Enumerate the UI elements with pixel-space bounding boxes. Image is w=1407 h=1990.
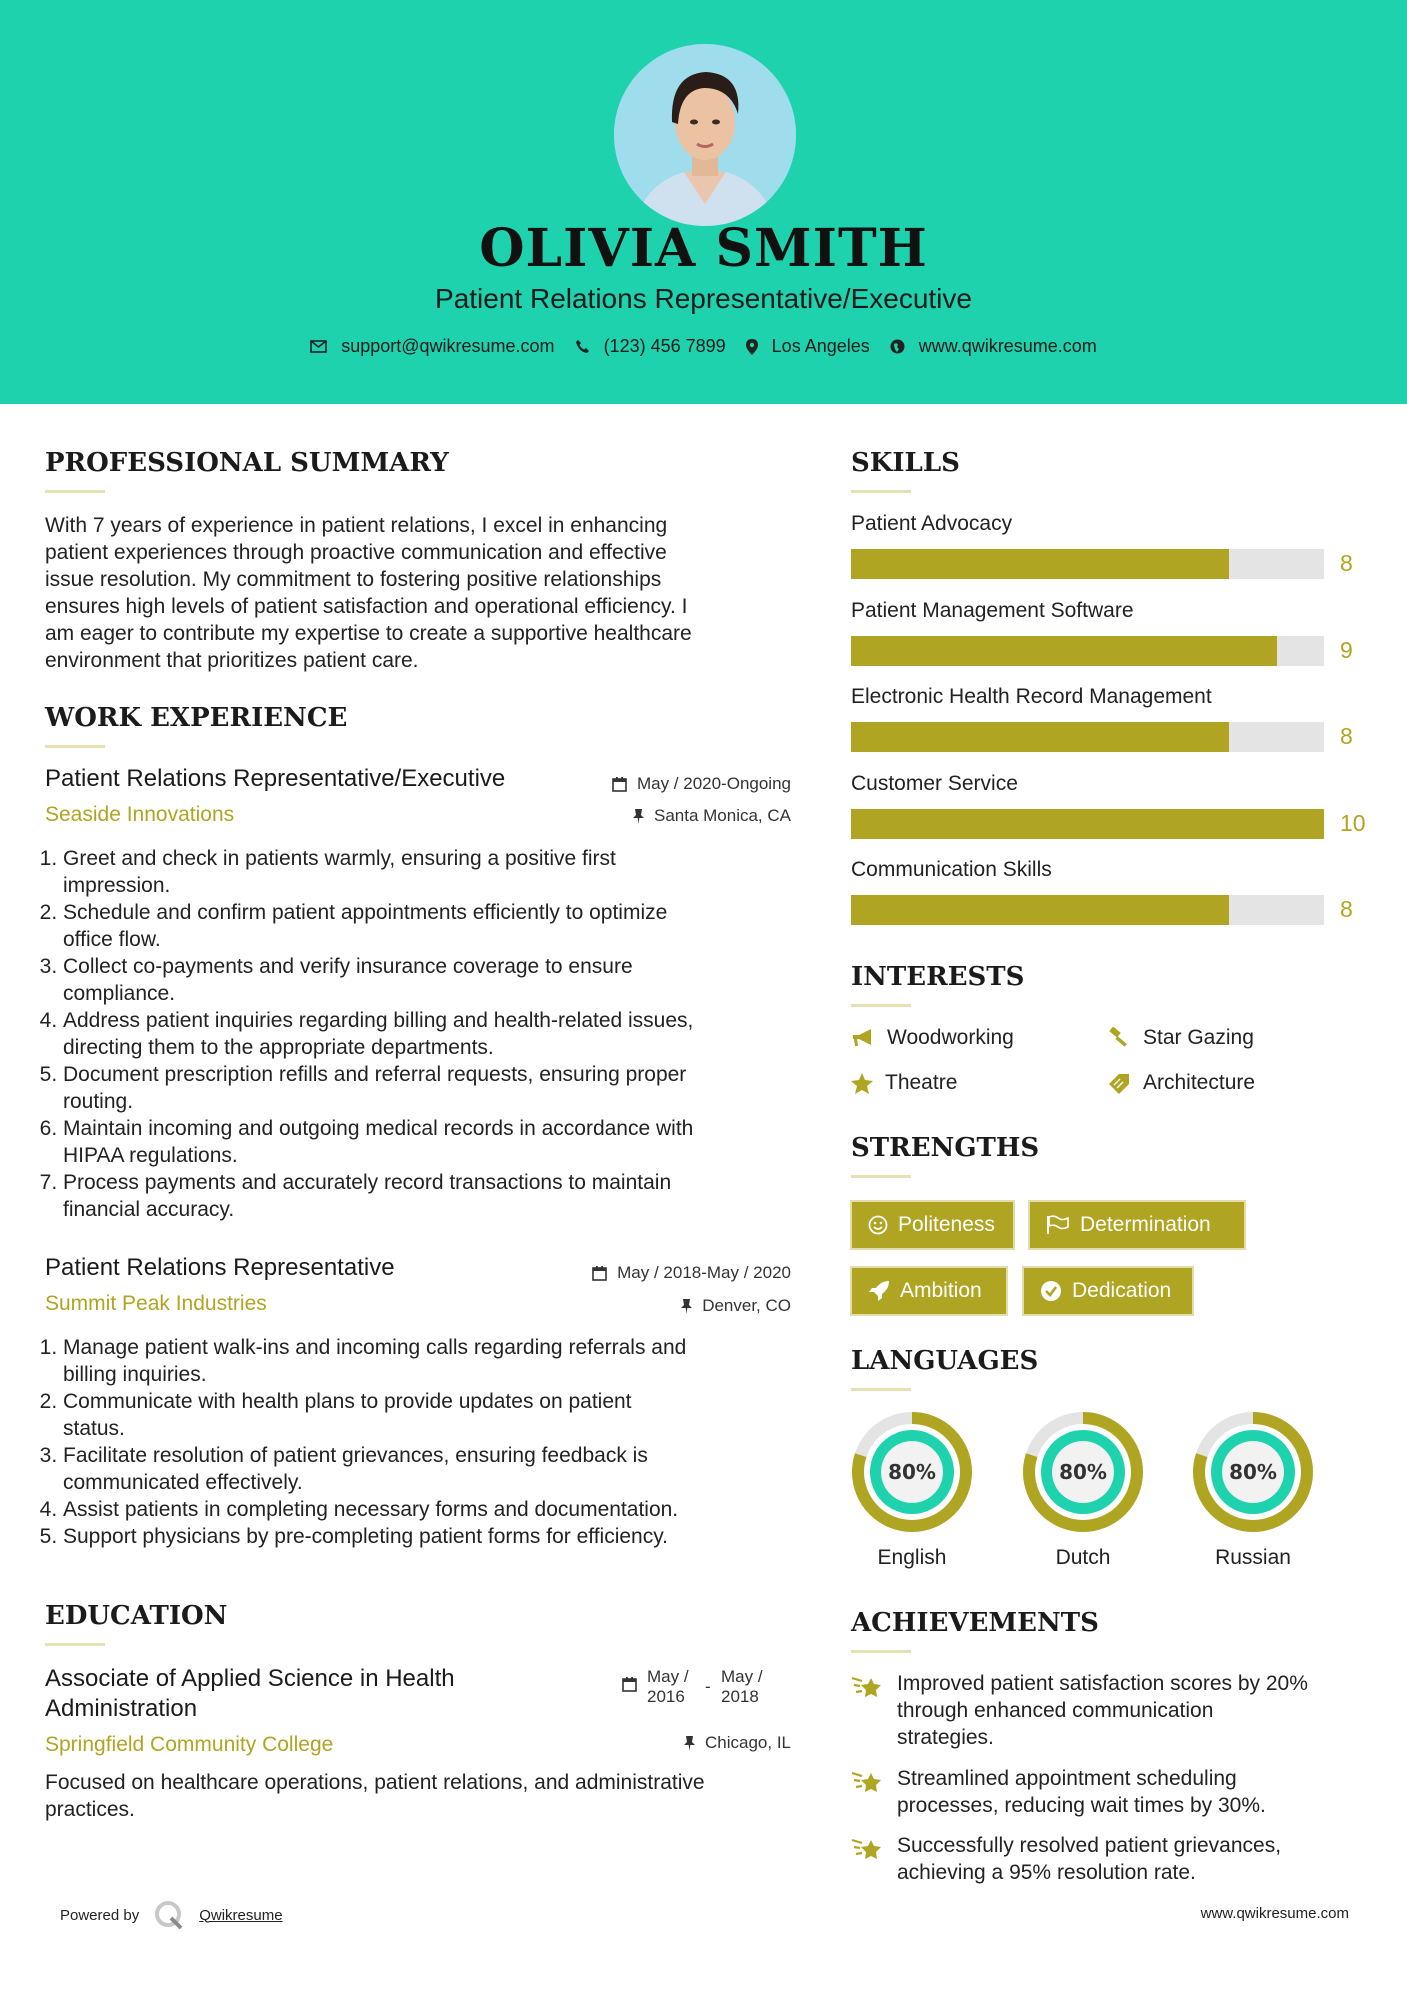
smile-icon [868,1215,888,1235]
achievements-heading: ACHIEVEMENTS [851,1608,1099,1638]
job-duties-list [45,845,815,1223]
summary-line: With 7 years of experience in patient relations, I excel in enhancing [45,514,668,537]
date-start: May / [647,1667,689,1686]
candidate-name: OLIVIA SMITH [479,218,928,279]
summary-line: am eager to contribute my expertise to create a supportive healthcare [45,622,692,645]
pushpin-icon [633,809,644,824]
map-pin-icon [746,339,758,355]
job-date-text: May / 2020-Ongoing [636,774,791,793]
list-item: 2. Schedule and confirm patient appointments efficiently to optimize office flow. [63,899,815,953]
summary-underline [45,490,105,493]
job-company: Summit Peak Industries [45,1292,267,1315]
list-item: 7. Process payments and accurately record transactions to maintain financial accuracy. [63,1169,815,1223]
language-name: English [877,1546,947,1569]
brand-link[interactable]: Qwikresume [199,1906,283,1924]
language-ring [1021,1410,1145,1534]
job-location-text: Denver, CO [702,1296,791,1315]
skill-label: Electronic Health Record Management [851,685,1212,708]
strengths-underline [851,1175,911,1178]
list-item: 2. Communicate with health plans to provide updates on patient status. [63,1388,815,1442]
interest-star-gazing [1107,1026,1254,1050]
education-underline [45,1643,105,1646]
interest-label: Theatre [885,1071,958,1094]
language-name: Dutch [1055,1546,1111,1569]
qwikresume-logo-icon [153,1900,185,1930]
achievement-line: Improved patient satisfaction scores by 20% [897,1672,1308,1695]
interest-label: Star Gazing [1143,1026,1254,1049]
profile-photo [614,44,796,226]
strength-ambition [850,1266,1008,1316]
achievement-line: strategies. [897,1726,994,1749]
achievements-underline [851,1650,911,1653]
job-title: Patient Relations Representative/Executive [45,765,506,792]
website-text: www.qwikresume.com [918,336,1097,356]
skill-value: 8 [1340,723,1353,749]
list-item: 5. Document prescription refills and referral requests, ensuring proper routing. [63,1061,815,1115]
contact-email[interactable] [310,336,554,357]
summary-text [45,512,805,674]
candidate-title: Patient Relations Representative/Executive [435,283,972,314]
skill-bar-fill [851,809,1324,839]
rocket-icon [868,1280,890,1302]
achievement-item [851,1765,1266,1819]
skill-bar-track [851,549,1324,579]
calendar-icon [622,1677,637,1692]
strength-determination [1028,1200,1246,1250]
summary-line: environment that prioritizes patient care. [45,649,419,672]
language-percent: 80% [888,1460,936,1484]
contact-website[interactable] [890,336,1097,357]
contact-bar [0,336,1407,357]
achievement-line: achieving a 95% resolution rate. [897,1861,1196,1884]
language-percent: 80% [1229,1460,1277,1484]
date-start-year: 2016 [647,1687,685,1706]
envelope-icon [310,340,327,353]
job-company: Seaside Innovations [45,803,235,826]
skill-label: Communication Skills [851,858,1052,881]
education-description [45,1769,815,1823]
list-item: 1. Greet and check in patients warmly, ensuring a positive first impression. [63,845,815,899]
strength-label: Determination [1080,1213,1211,1236]
degree-line: Associate of Applied Science in Health [45,1665,455,1692]
skill-value: 8 [1340,550,1353,576]
skills-heading: SKILLS [851,448,960,478]
calendar-icon [592,1266,607,1281]
pushpin-icon [681,1299,692,1314]
interests-heading: INTERESTS [851,962,1025,992]
list-item: 4. Assist patients in completing necessary forms and documentation. [63,1496,815,1523]
language-name: Russian [1215,1546,1291,1569]
language-ring [850,1410,974,1534]
skill-value: 9 [1340,636,1353,663]
achievement-line: Streamlined appointment scheduling [897,1767,1237,1790]
shooting-star-icon [851,1672,885,1700]
achievement-line: processes, reducing wait times by 30%. [897,1794,1266,1817]
degree-line: Administration [45,1695,198,1722]
work-heading: WORK EXPERIENCE [45,703,348,733]
education-location [684,1733,791,1753]
gavel-icon [1107,1027,1131,1049]
skill-value: 8 [1340,896,1353,922]
skill-bar-fill [851,722,1229,752]
skill-label: Patient Advocacy [851,512,1013,535]
language-ring [1191,1410,1315,1534]
skill-label: Patient Management Software [851,598,1134,622]
skill-bar-track [851,895,1324,925]
job-date [612,774,791,794]
interest-label: Architecture [1143,1071,1256,1094]
language-percent: 80% [1059,1460,1107,1484]
check-circle-icon [1040,1280,1062,1302]
globe-icon [890,339,905,354]
list-item: 6. Maintain incoming and outgoing medical records in accordance with HIPAA regulations. [63,1115,815,1169]
skill-bar-fill [851,636,1277,666]
job-location-text: Santa Monica, CA [653,806,791,825]
education-location-text: Chicago, IL [705,1733,791,1752]
shooting-star-icon [851,1767,885,1795]
star-icon [851,1073,873,1094]
contact-location [746,336,870,357]
job-date [592,1263,791,1283]
list-item: 1. Manage patient walk-ins and incoming calls regarding referrals and billing inquiries. [63,1334,815,1388]
tag-icon [1107,1072,1131,1094]
summary-line: issue resolution. My commitment to fostering positive relationships [45,568,662,591]
skill-bar-fill [851,895,1229,925]
languages-underline [851,1388,911,1391]
skill-label: Customer Service [851,771,1018,795]
education-heading: EDUCATION [45,1601,228,1631]
summary-heading: PROFESSIONAL SUMMARY [45,448,449,478]
achievement-item [851,1670,1308,1751]
interests-underline [851,1004,911,1007]
list-item: 5. Support physicians by pre-completing patient forms for efficiency. [63,1523,815,1550]
strength-label: Ambition [900,1279,982,1302]
date-end: May / [721,1667,763,1686]
powered-by-text: Powered by [60,1906,140,1924]
skill-bar-track [851,809,1324,839]
education-date [622,1667,763,1707]
skill-bar-track [851,722,1324,752]
achievement-line: Successfully resolved patient grievances, [897,1834,1282,1857]
achievement-item [851,1832,1281,1886]
strength-label: Politeness [898,1213,995,1236]
location-text: Los Angeles [771,336,870,356]
summary-line: ensures high levels of patient satisfaction and operational efficiency. I [45,595,688,618]
phone-icon [575,339,590,354]
list-item: 3. Collect co-payments and verify insurance coverage to ensure compliance. [63,953,815,1007]
strength-politeness [850,1200,1015,1250]
interest-woodworking [851,1026,1014,1050]
list-item: 3. Facilitate resolution of patient grievances, ensuring feedback is communicated effectively. [63,1442,815,1496]
interest-theatre [851,1071,957,1095]
work-underline [45,745,105,748]
education-desc-line: Focused on healthcare operations, patient relations, and administrative [45,1771,705,1794]
email-text: support@qwikresume.com [341,336,555,356]
school-name: Springfield Community College [45,1733,334,1756]
list-item: 4. Address patient inquiries regarding billing and health-related issues, directing them to the appropriate departments. [63,1007,815,1061]
achievement-line: through enhanced communication [897,1699,1214,1722]
megaphone-icon [851,1028,875,1048]
footer-powered-by [60,1900,283,1930]
education-desc-line: practices. [45,1798,135,1821]
strength-dedication [1022,1266,1194,1316]
date-end-year: 2018 [721,1687,759,1706]
job-date-text: May / 2018-May / 2020 [617,1263,791,1282]
skills-underline [851,490,911,493]
calendar-icon [612,777,627,792]
strengths-heading: STRENGTHS [851,1133,1040,1163]
shooting-star-icon [851,1834,885,1862]
job-duties-list [45,1334,815,1550]
footer-site[interactable]: www.qwikresume.com [1200,1905,1349,1922]
job-title: Patient Relations Representative [45,1254,395,1281]
job-location [681,1296,791,1316]
degree-title [45,1664,455,1724]
languages-heading: LANGUAGES [851,1346,1039,1376]
strength-label: Dedication [1072,1279,1172,1302]
interest-label: Woodworking [887,1026,1014,1049]
phone-text: (123) 456 7899 [603,336,726,356]
skill-value: 10 [1340,809,1366,836]
skill-bar-fill [851,549,1229,579]
contact-phone[interactable] [575,336,726,357]
date-separator: - [705,1677,711,1696]
pushpin-icon [684,1736,695,1751]
summary-line: patient experiences through proactive communication and effective [45,541,667,564]
flag-icon [1046,1215,1070,1235]
resume-header [0,0,1407,404]
job-location [633,806,791,826]
interest-architecture [1107,1071,1255,1095]
skill-bar-track [851,636,1324,666]
